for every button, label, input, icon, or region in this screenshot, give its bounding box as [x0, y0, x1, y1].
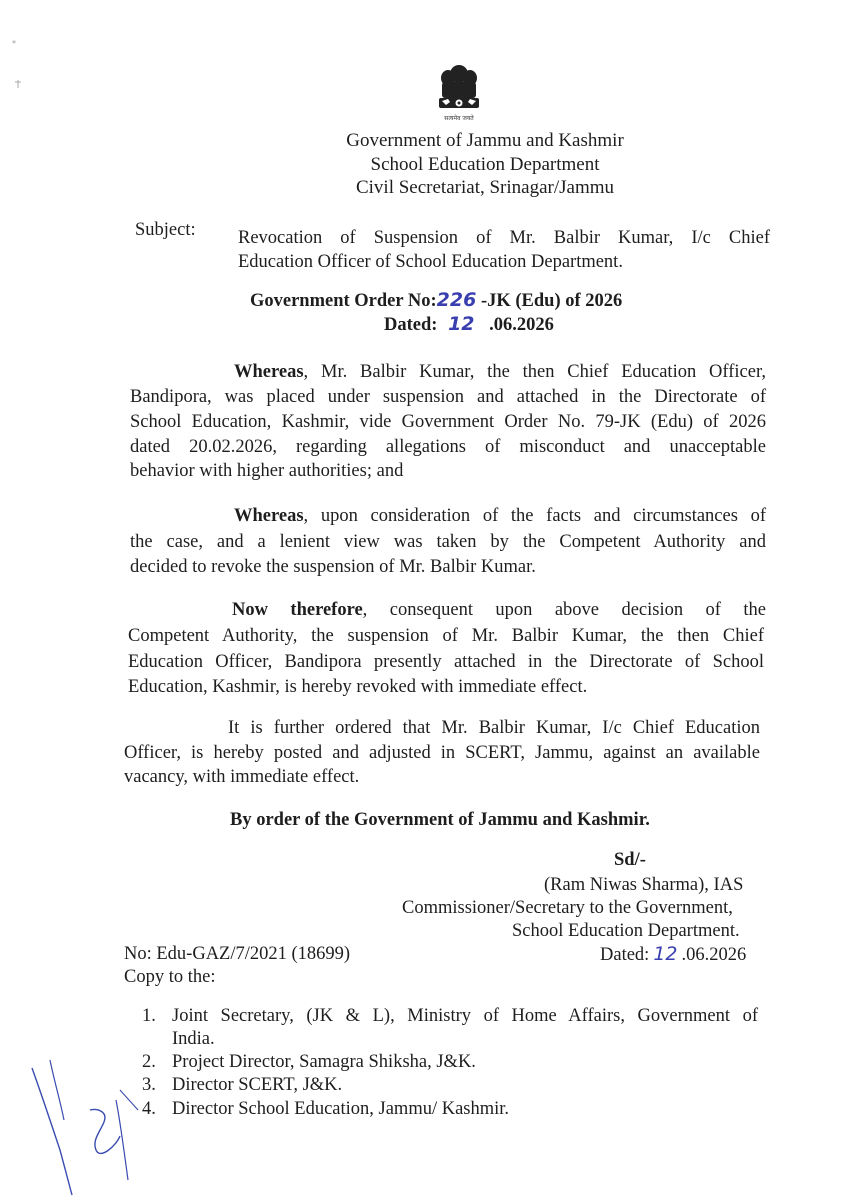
- para2-line-2: the case, and a lenient view was taken by the Competent Authority and: [130, 532, 766, 552]
- para4-line-3: vacancy, with immediate effect.: [124, 767, 360, 787]
- order-dated-suffix: .06.2026: [489, 315, 554, 335]
- copy-item-4-line-1: Director School Education, Jammu/ Kashmir.: [172, 1099, 510, 1119]
- copy-item-2-num: 2.: [142, 1052, 156, 1072]
- signature-department: School Education Department.: [512, 921, 740, 941]
- signature-name: (Ram Niwas Sharma), IAS: [544, 875, 744, 895]
- para1-line-1-rest: , Mr. Balbir Kumar, the then Chief Education Officer,: [303, 362, 766, 382]
- state-emblem-icon: [430, 62, 488, 124]
- subject-line-1: Revocation of Suspension of Mr. Balbir Kumar, I/c Chief: [238, 228, 770, 248]
- copy-item-3-line-1: Director SCERT, J&K.: [172, 1075, 343, 1095]
- order-dated: [384, 312, 554, 337]
- copy-item-3-num: 3.: [142, 1075, 156, 1095]
- para2-line-1: [234, 504, 766, 528]
- signature-sd: Sd/-: [614, 850, 646, 870]
- subject-label: Subject:: [135, 220, 196, 240]
- signature-title: Commissioner/Secretary to the Government,: [402, 898, 733, 918]
- para3-line-2: Competent Authority, the suspension of Mr. Balbir Kumar, the then Chief: [128, 626, 764, 646]
- para2-line-1-rest: , upon consideration of the facts and circumstances of: [303, 506, 766, 526]
- para1-line-5: behavior with higher authorities; and: [130, 461, 404, 481]
- para1-line-2: Bandipora, was placed under suspension and attached in the Directorate of: [130, 387, 766, 407]
- copy-item-4-num: 4.: [142, 1099, 156, 1119]
- para3-line-3: Education Officer, Bandipora presently attached in the Directorate of School: [128, 652, 764, 672]
- copy-item-1-line-2: India.: [172, 1029, 215, 1049]
- signature-dated: [600, 942, 746, 967]
- para1-line-1: [234, 360, 766, 384]
- order-number-handwritten: 226: [436, 289, 477, 311]
- emblem-motto: सत्यमेव जयते: [444, 115, 474, 122]
- signature-dated-label: Dated:: [600, 945, 650, 965]
- para1-lead: Whereas: [234, 362, 304, 382]
- order-number: [250, 288, 622, 313]
- header-line-3: Civil Secretariat, Srinagar/Jammu: [355, 177, 614, 198]
- header-line-2: School Education Department: [370, 154, 600, 175]
- copy-item-1-num: 1.: [142, 1006, 156, 1026]
- para4-line-1: It is further ordered that Mr. Balbir Kumar, I/c Chief Education: [228, 718, 760, 738]
- by-order-line: By order of the Government of Jammu and Kashmir.: [230, 810, 650, 830]
- header-line-1: Government of Jammu and Kashmir: [346, 130, 624, 151]
- subject-line-2: Education Officer of School Education Department.: [238, 252, 623, 272]
- order-dated-label: Dated:: [384, 315, 438, 335]
- order-number-suffix: -JK (Edu) of 2026: [480, 291, 623, 311]
- para3-lead: Now therefore: [232, 600, 363, 620]
- para1-line-4: dated 20.02.2026, regarding allegations of misconduct and unacceptable: [130, 437, 766, 457]
- para4-line-2: Officer, is hereby posted and adjusted in SCERT, Jammu, against an available: [124, 743, 760, 763]
- reference-number: No: Edu-GAZ/7/2021 (18699): [124, 944, 351, 964]
- copy-to-label: Copy to the:: [124, 967, 216, 987]
- handwritten-scribble-icon: [20, 1050, 140, 1200]
- para2-lead: Whereas: [234, 506, 304, 526]
- para1-line-3: School Education, Kashmir, vide Government Order No. 79-JK (Edu) of 2026: [130, 412, 766, 432]
- margin-mark-icon: [10, 36, 24, 116]
- signature-dated-handwritten: 12: [653, 943, 678, 965]
- copy-item-1-line-1: Joint Secretary, (JK & L), Ministry of Home Affairs, Government of: [172, 1006, 758, 1026]
- signature-dated-suffix: .06.2026: [681, 945, 747, 965]
- order-dated-handwritten: 12: [448, 313, 475, 335]
- copy-item-2-line-1: Project Director, Samagra Shiksha, J&K.: [172, 1052, 476, 1072]
- para2-line-3: decided to revoke the suspension of Mr. Balbir Kumar.: [130, 557, 536, 577]
- svg-text:*: *: [12, 39, 16, 48]
- para3-line-1: [232, 598, 766, 622]
- para3-line-4: Education, Kashmir, is hereby revoked with immediate effect.: [128, 677, 588, 697]
- para3-line-1-rest: , consequent upon above decision of the: [362, 600, 767, 620]
- order-number-prefix: Government Order No:: [250, 291, 437, 311]
